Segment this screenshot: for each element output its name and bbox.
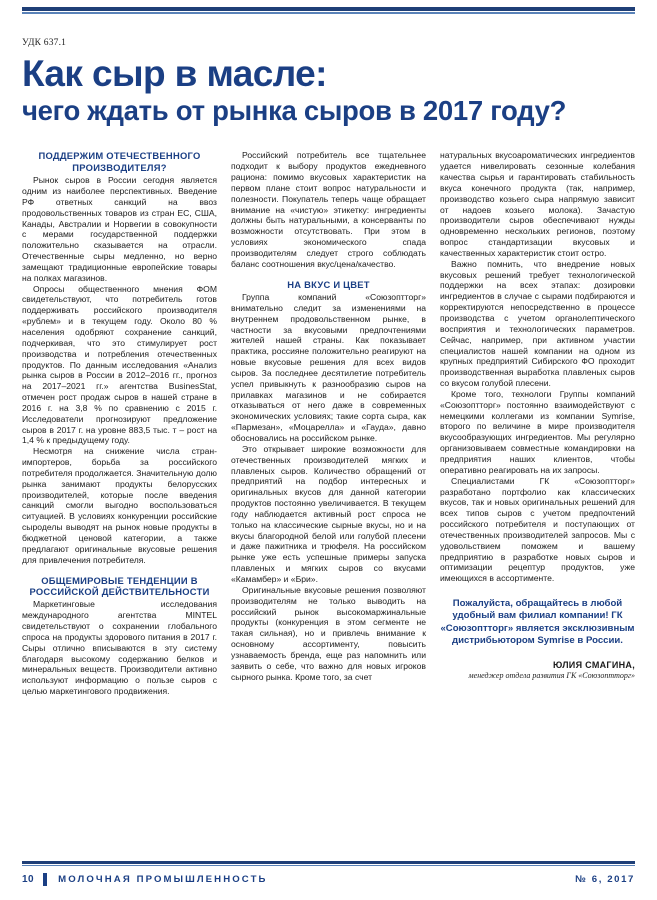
headline-line-2: чего ждать от рынка сыров в 2017 году? (22, 95, 567, 127)
page-number: 10 (22, 874, 35, 885)
footer-rule-light (22, 865, 635, 867)
contact-callout: Пожалуйста, обращайтесь в любой удобный вам филиал компании! ГК «Союзоптторг» является эксклюзивным дистрибьютором Symrise в России. (440, 598, 635, 646)
paragraph: Кроме того, технологи Группы компаний «Союзоптторг» постоянно взаимодействуют с немецкими коллегами из компании Symrise, второго по величине в мире производителя вкусообразующих ингредиентов. Мы регулярно организовываем совместные командировки на предприятия наших клиентов, чтобы оперативно реагировать на их запросы. (440, 388, 635, 475)
paragraph: Оригинальные вкусовые решения позволяют производителям не только выводить на российский рынок высокомаржинальные продукты (конкуренция в этом сегменте не такая сильная), но и привлечь внимание к основному ассортименту, повысить узнаваемость бренда, еще раз напомнить или заявить о себе, что важно для новых игроков сырного рынка. Кроме того, за счет (231, 584, 426, 682)
header-rules (22, 0, 635, 14)
header-rule-light (22, 12, 635, 14)
header-rule-dark (22, 7, 635, 11)
footer-divider-mark (43, 873, 47, 886)
column-2 (231, 150, 426, 850)
section-heading-support-domestic-producer: ПОДДЕРЖИМ ОТЕЧЕСТВЕННОГО ПРОИЗВОДИТЕЛЯ? (38, 150, 201, 173)
page-title (22, 54, 635, 125)
footer-row (22, 873, 635, 886)
article-columns (22, 150, 635, 850)
section-heading-global-trends: ОБЩЕМИРОВЫЕ ТЕНДЕНЦИИ В РОССИЙСКОЙ ДЕЙСТВИТЕЛЬНОСТИ (29, 574, 210, 597)
paragraph: Маркетинговые исследования международного агентства MINTEL свидетельствуют о сохранении глобального спроса на продукты здорового питания в 2017 г. Сыры отлично вписываются в эту систему благодаря высокому содержанию белков и минеральных веществ. Производители активно используют информацию о пользе сыров с целью маркетингового продвижения. (22, 599, 217, 697)
paragraph: Это открывает широкие возможности для отечественных производителей мягких и плавленых сыров. Количество обращений от предприятий на подбор интересных и оригинальных вкусов для данной категории продуктов постоянно увеличивается. В текущем году наблюдается активный рост спроса не только на классические сырные вкусы, но и на вкусы благородной белой или голубой плесени и даже пажитника и трюфеля. На российском рынке уже есть успешные примеры запуска плавленых и мягких сыров со вкусами «Камамбер» и «Бри». (231, 443, 426, 584)
paragraph: Важно помнить, что внедрение новых вкусовых решений требует технологической поддержки на всех этапах: дозировки ингредиентов в случае с сырами подбираются и корректируются непосредственно в процессе производства с учетом органолептического восприятия и технологических параметров. Сейчас, например, при активном участии специалистов нашей компании на одном из крупных предприятий Сибирского ФО проходит производственная выработка плавленых сыров со вкусом голубой плесени. (440, 258, 635, 389)
udk-code: УДК 637.1 (22, 38, 67, 48)
column-3 (440, 150, 635, 850)
headline-line-1: Как сыр в масле: (22, 53, 327, 94)
paragraph: Специалистами ГК «Союзоптторг» разработано портфолио как классических вкусов, так и новых оригинальных решений для всех типов сыров с учетом предпочтений российского потребителя и поступающих от отечественных производителей запросов. Мы с удовольствием поможем и вашему предприятию в разработке новых сыров и оптимизации рецептур продуктов, уже имеющихся в ассортименте. (440, 475, 635, 584)
paragraph: Рынок сыров в России сегодня является одним из наиболее перспективных. Введение РФ ответных санкций на ввоз продовольственных товаров из стран ЕС, США, Канады, Австралии и Норвегии в совокупности с мерами государственной поддержки положительно сказывается на отрасли. Отечественные сыры медленно, но верно замещают традиционные европейские товары на полках магазинов. (22, 175, 217, 283)
paragraph: Группа компаний «Союзоптторг» внимательно следит за изменениями на внутреннем продовольственном рынке, в частности за вкусовыми предпочтениями жителей нашей страны. Как показывает практика, россияне положительно реагируют на новые вкусовые решения для всех видов сыров. За последнее десятилетие потребитель успел привыкнуть к разнообразию сыров на прилавках магазинов и не собирается отказываться от него даже в современных экономических условиях; такие сорта сыра, как «Пармезан», «Моцарелла» и «Гауда», давно обосновались на российском рынке. (231, 292, 426, 444)
byline (440, 660, 635, 681)
paragraph: Российский потребитель все тщательнее подходит к выбору продуктов ежедневного рациона: помимо вкусовых характеристик на первом плане стоит вопрос натуральности и полезности. Покупатель теперь чаще обращает внимание на «чистую» этикетку: ингредиенты должны быть натуральными, а консерванты по возможности отсутствовать. При этом в условиях экономического спада производителям следует строго соблюдать баланс соотношения вкус/цена/качество. (231, 150, 426, 269)
paragraph: Опросы общественного мнения ФОМ свидетельствуют, что потребитель готов поддерживать российского производителя «рублем» и в текущем году. Около 80 % населения одобряют сохранение санкций, подчеркивая, что это стимулирует рост производства и потребления отечественных продуктов. По данным исследования «Анализ рынка сыров в России в 2012–2016 гг., прогноз на 2017–2021 гг.» агентства BusinesStat, отмечен рост продаж сыров в нашей стране в 2016 г. на 3,8 % по сравнению с 2015 г. Исследователи прогнозируют предложение сыров в 2017 г. на уровне 883,5 тыс. т – рост на 1,4 % к предыдущему году. (22, 283, 217, 446)
section-heading-taste-and-color: НА ВКУС И ЦВЕТ (287, 278, 370, 290)
paragraph: натуральных вкусоароматических ингредиентов удается нивелировать сезонные колебания качества сырья и гарантировать стабильность вкуса конечного продукта (так, например, производство козьего сыра напрямую зависит от надоев козьего молока). Зачастую производители сыров обеспечивают нужды одновременно нескольких регионов, поэтому вопрос стандартизации вкусовых и качественных характеристик стоит остро. (440, 150, 635, 258)
page-footer (22, 861, 635, 887)
footer-rule-dark (22, 861, 635, 864)
author-role: менеджер отдела развития ГК «Союзоптторг» (468, 671, 635, 681)
issue-number: № 6, 2017 (575, 874, 635, 885)
paragraph: Несмотря на снижение числа стран-импортеров, борьба за российского потребителя продолжается. Значительную долю рынка занимают продукты белорусских производителей, которые после введения санкций смогли выгодно воспользоваться ситуацией. В условиях конкуренции российские сыроделы выводят на рынок новые продукты в бюджетной ценовой категории, а также предлагают оригинальные вкусовые решения для привлечения потребителя. (22, 446, 217, 565)
column-1 (22, 150, 217, 850)
author-name: ЮЛИЯ СМАГИНА, (552, 659, 635, 670)
journal-name: МОЛОЧНАЯ ПРОМЫШЛЕННОСТЬ (58, 874, 268, 885)
